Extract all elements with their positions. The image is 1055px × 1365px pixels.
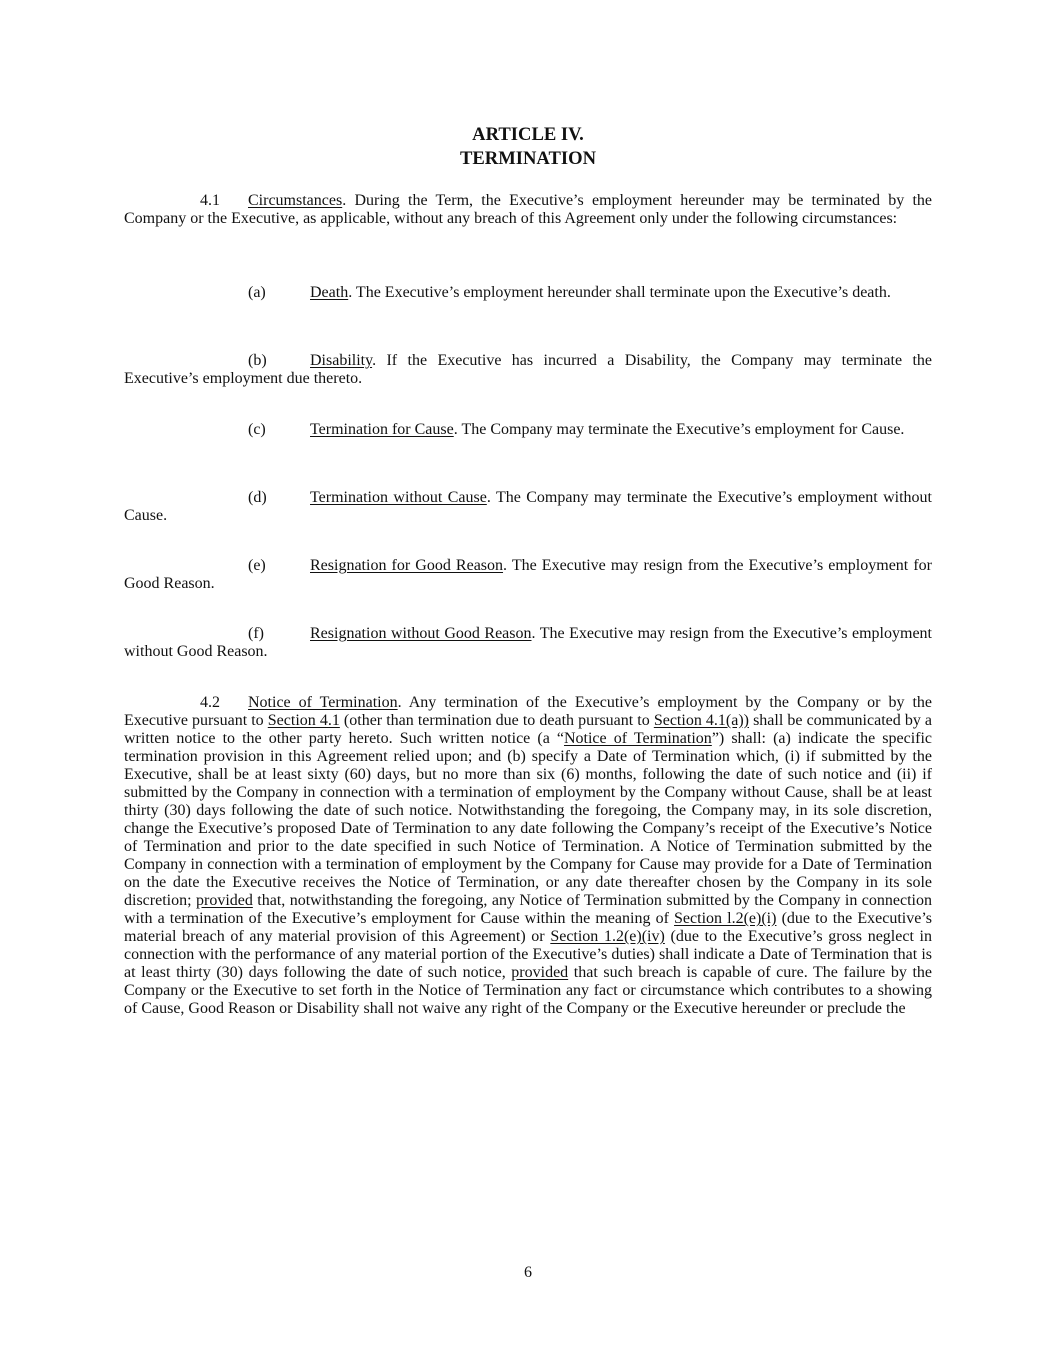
item-a — [124, 284, 932, 302]
section-4-2-text-5: that, notwithstanding the foregoing, any Notice of Termination submitted by the Company in connection with a termination of the Executive’s employment for Cause within the meaning of — [124, 892, 933, 927]
item-d-text: . The Company may terminate the Executive’s employment without Cause. — [124, 489, 933, 524]
page-number: 6 — [524, 1264, 532, 1281]
item-a-label: (a) — [248, 284, 266, 301]
section-4-2-title: Notice of Termination — [248, 694, 398, 711]
item-b-label: (b) — [248, 352, 267, 369]
section-4-1-title: Circumstances — [248, 192, 343, 209]
item-b — [124, 352, 932, 388]
item-c-label: (c) — [248, 421, 266, 438]
section-4-2-text-3: shall be communicated by a written notice to the other party hereto. Such written notice (a “ — [124, 712, 933, 747]
proviso-provided-1: provided — [195, 892, 253, 909]
item-b-text: . If the Executive has incurred a Disability, the Company may terminate the Executive’s employment due thereto. — [124, 352, 932, 387]
item-d-label: (d) — [248, 489, 267, 506]
section-4-1-text: . During the Term, the Executive’s employment hereunder may be terminated by the Company or the Executive, as applicable, without any breach of this Agreement only under the following circumstances: — [124, 192, 932, 227]
item-f-text: . The Executive may resign from the Executive’s employment without Good Reason. — [124, 625, 932, 660]
item-c-text: . The Company may terminate the Executive’s employment for Cause. — [453, 421, 905, 438]
section-4-1-number: 4.1 — [200, 192, 220, 209]
item-e-title: Resignation for Good Reason — [310, 557, 504, 574]
item-f — [124, 625, 932, 661]
section-4-2-text-1: . Any termination of the Executive’s employment by the Company or by the Executive pursuant to — [124, 694, 932, 729]
section-ref-4-1: Section 4.1 — [267, 712, 340, 729]
article-title: TERMINATION — [459, 148, 597, 169]
section-4-2-number: 4.2 — [200, 694, 220, 711]
item-d-title: Termination without Cause — [310, 489, 487, 506]
proviso-provided-2: provided — [511, 964, 569, 981]
item-e-text: . The Executive may resign from the Executive’s employment for Good Reason. — [124, 557, 932, 592]
article-number: ARTICLE IV. — [472, 124, 584, 145]
item-f-label: (f) — [248, 625, 264, 642]
item-e-label: (e) — [248, 557, 266, 574]
item-c-title: Termination for Cause — [310, 421, 454, 438]
item-d — [124, 489, 932, 525]
item-c — [124, 421, 932, 439]
article-heading — [124, 123, 932, 171]
section-4-2-text-4: ”) shall: (a) indicate the specific termination provision in this Agreement relied upon; and (b) specify a Date of Termination which, (i) if submitted by the Executive, shall be at least sixty (60) days, but no more than six (6) months, following the date of such notice and (ii) if submitted by the Company in connection with a termination of employment by the Company without Cause, shall be at least thirty (30) days following the date of such notice. Notwithstanding the foregoing, the Company may, in its sole discretion, change the Executive’s proposed Date of Termination to any date following the Company’s receipt of the Executive’s Notice of Termination and prior to the date specified in such Notice of Termination. A Notice of Termination submitted by the Company in connection with a termination of employment by the Company for Cause may provide for a Date of Termination on the date the Executive receives the Notice of Termination, or any date thereafter chosen by the Company in its sole discretion; — [124, 730, 933, 909]
section-4-2-text-2: (other than termination due to death pursuant to — [339, 712, 654, 729]
item-b-title: Disability — [310, 352, 373, 369]
section-4-2-text-7: (due to the Executive’s gross neglect in connection with the performance of any material portion of the Executive’s duties) shall indicate a Date of Termination that is at least thirty (30) days following the date of such notice, — [124, 928, 933, 981]
section-4-2 — [124, 694, 932, 1018]
item-e — [124, 557, 932, 593]
section-ref-1-2-e-i: Section l.2(e)(i) — [674, 910, 777, 927]
section-ref-4-1-a: Section 4.1(a)) — [653, 712, 749, 729]
item-a-text: . The Executive’s employment hereunder shall terminate upon the Executive’s death. — [348, 284, 891, 301]
section-4-2-text-8: that such breach is capable of cure. The failure by the Company or the Executive to set forth in the Notice of Termination any fact or circumstance which contributes to a showing of Cause, Good Reason or Disability shall not waive any right of the Company or the Executive hereunder or preclude the — [124, 964, 933, 1017]
item-a-title: Death — [310, 284, 349, 301]
defined-term-notice: Notice of Termination — [563, 730, 712, 747]
section-4-1 — [124, 192, 932, 228]
section-4-2-text-6: (due to the Executive’s material breach of any material provision of this Agreement) or — [124, 910, 933, 945]
item-f-title: Resignation without Good Reason — [310, 625, 532, 642]
section-ref-1-2-e-iv: Section 1.2(e)(iv) — [550, 928, 665, 945]
